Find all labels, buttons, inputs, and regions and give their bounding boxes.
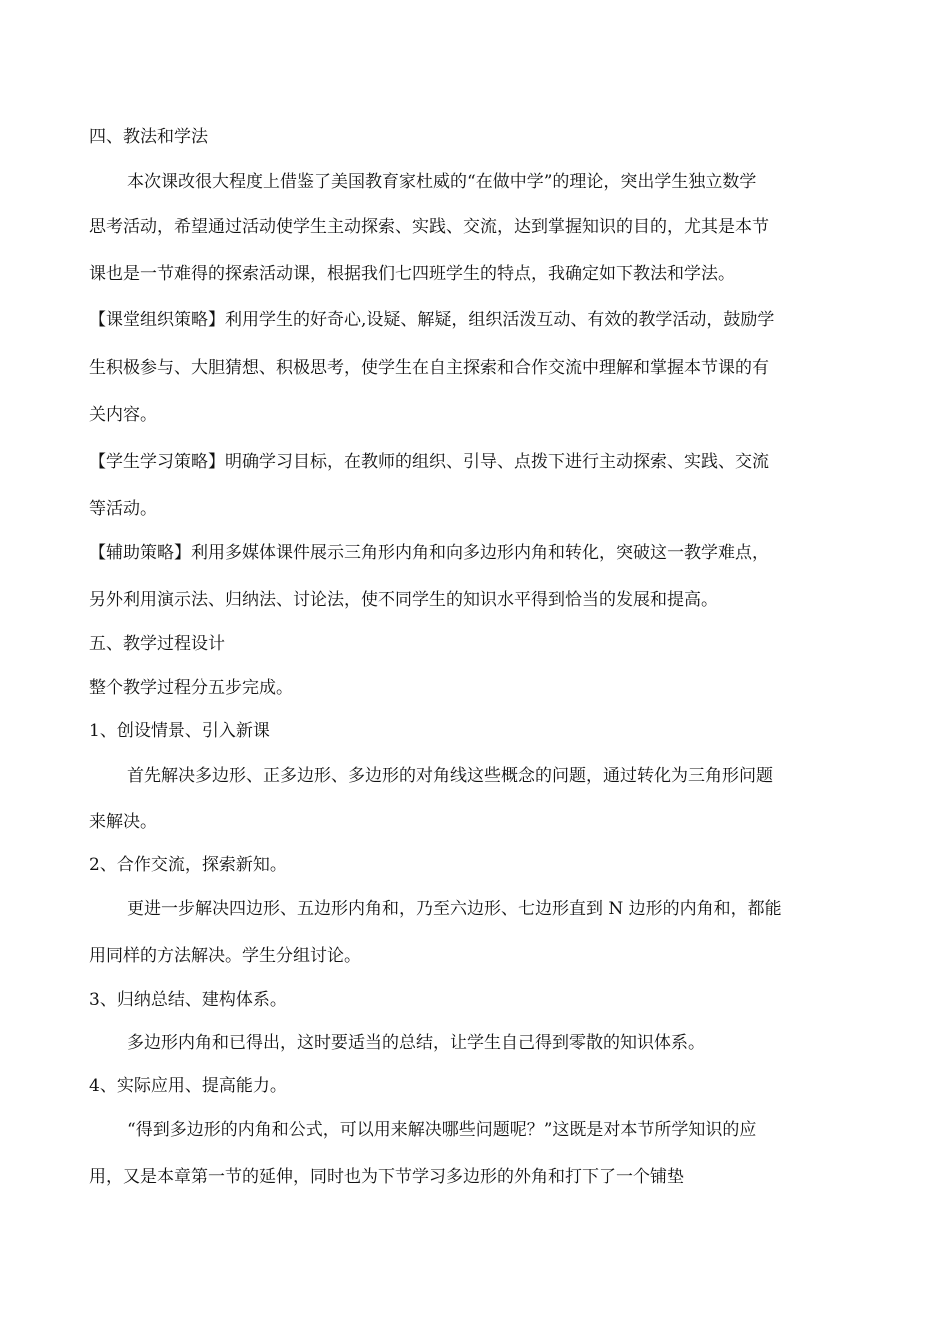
paragraph-line: “得到多边形的内角和公式，可以用来解决哪些问题呢？”这既是对本节所学知识的应 — [127, 1120, 757, 1140]
paragraph-line: 课也是一节难得的探索活动课，根据我们七四班学生的特点，我确定如下教法和学法。 — [89, 264, 735, 284]
paragraph-line: 来解决。 — [89, 812, 157, 832]
step-heading-4: 4、实际应用、提高能力。 — [89, 1076, 287, 1096]
paragraph-line: 另外利用演示法、归纳法、讨论法，使不同学生的知识水平得到恰当的发展和提高。 — [89, 590, 718, 610]
strategy-auxiliary-line: 【辅助策略】利用多媒体课件展示三角形内角和向多边形内角和转化，突破这一教学难点， — [89, 543, 769, 563]
section-heading-4: 四、教法和学法 — [89, 127, 208, 147]
paragraph-line: 生积极参与、大胆猜想、积极思考，使学生在自主探索和合作交流中理解和掌握本节课的有 — [89, 358, 769, 378]
strategy-classroom-line: 【课堂组织策略】利用学生的好奇心,设疑、解疑，组织活泼互动、有效的教学活动，鼓励学 — [89, 310, 775, 330]
step-heading-3: 3、归纳总结、建构体系。 — [89, 990, 287, 1010]
paragraph-line: 更进一步解决四边形、五边形内角和，乃至六边形、七边形直到 N 边形的内角和，都能 — [127, 899, 782, 919]
paragraph-line: 用同样的方法解决。学生分组讨论。 — [89, 946, 361, 966]
paragraph-line: 本次课改很大程度上借鉴了美国教育家杜威的“在做中学”的理论，突出学生独立数学 — [127, 172, 757, 192]
paragraph-line: 思考活动，希望通过活动使学生主动探索、实践、交流，达到掌握知识的目的，尤其是本节 — [89, 217, 769, 237]
strategy-learning-line: 【学生学习策略】明确学习目标，在教师的组织、引导、点拨下进行主动探索、实践、交流 — [89, 452, 769, 472]
paragraph-line: 用，又是本章第一节的延伸，同时也为下节学习多边形的外角和打下了一个铺垫 — [89, 1167, 684, 1187]
paragraph-line: 关内容。 — [89, 405, 157, 425]
paragraph-line: 整个教学过程分五步完成。 — [89, 678, 293, 698]
paragraph-line: 首先解决多边形、正多边形、多边形的对角线这些概念的问题，通过转化为三角形问题 — [127, 766, 773, 786]
step-heading-1: 1、创设情景、引入新课 — [89, 721, 270, 741]
paragraph-line: 等活动。 — [89, 499, 157, 519]
paragraph-line: 多边形内角和已得出，这时要适当的总结，让学生自己得到零散的知识体系。 — [127, 1033, 705, 1053]
step-heading-2: 2、合作交流，探索新知。 — [89, 855, 287, 875]
section-heading-5: 五、教学过程设计 — [89, 634, 225, 654]
